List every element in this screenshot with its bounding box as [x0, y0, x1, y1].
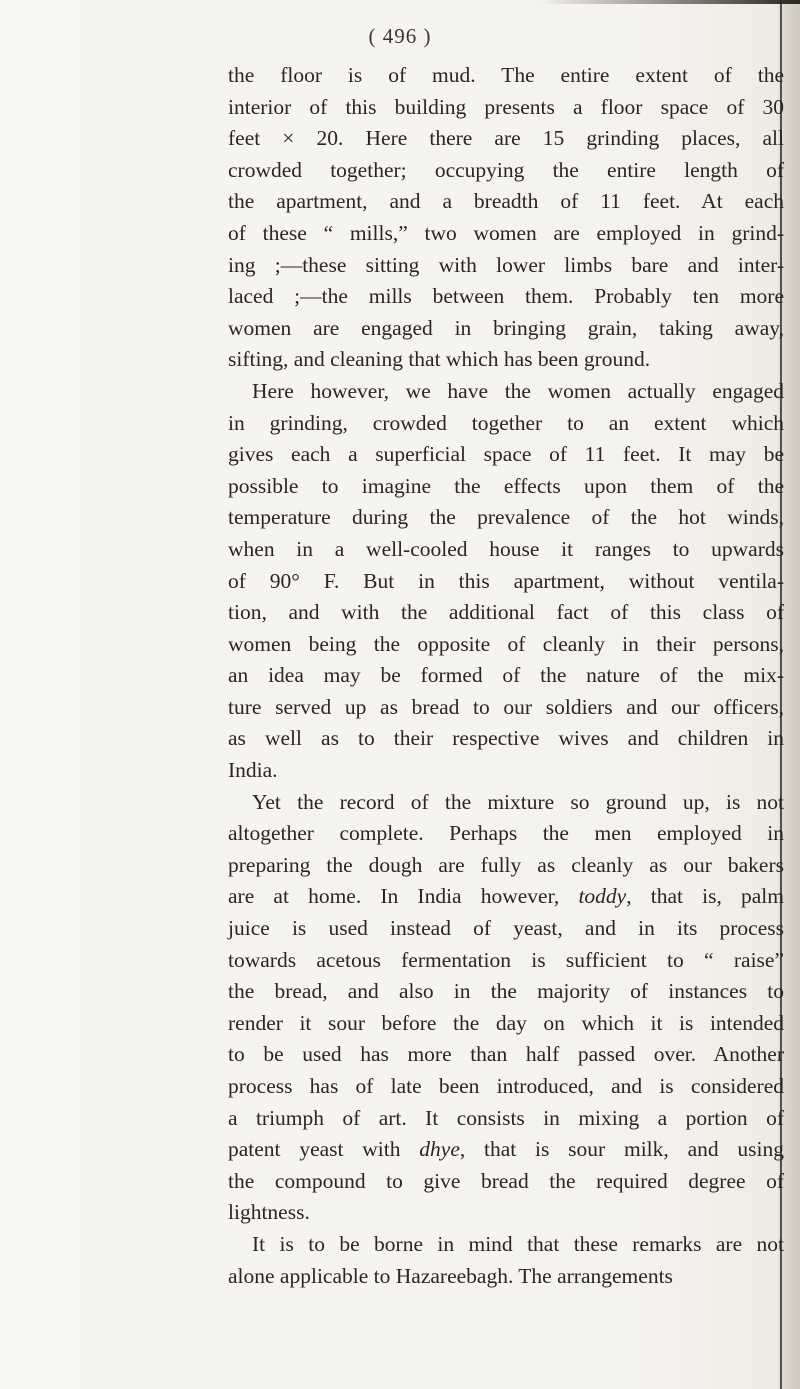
text-line: women being the opposite of cleanly in their persons,	[228, 631, 784, 656]
page-number: ( 496 )	[368, 24, 432, 48]
text-line: towards acetous fermentation is sufficient to “ raise”	[228, 947, 784, 972]
text-line: in grinding, crowded together to an extent which	[228, 410, 784, 435]
text-line: are at home. In India however, toddy, that is, palm	[228, 884, 784, 909]
paragraph	[228, 1229, 784, 1292]
text-line: a triumph of art. It consists in mixing a portion of	[228, 1105, 784, 1130]
text-line: when in a well-cooled house it ranges to upwards	[228, 536, 784, 561]
text-line: render it sour before the day on which it is intended	[228, 1010, 784, 1035]
page-top-shadow	[540, 0, 800, 4]
text-line: patent yeast with dhye, that is sour milk, and using	[228, 1137, 784, 1162]
text-line: interior of this building presents a floor space of 30	[228, 94, 784, 119]
text-line: of these “ mills,” two women are employed in grind-	[228, 220, 784, 245]
text-line: the compound to give bread the required degree of	[228, 1168, 784, 1193]
text-line: lightness.	[228, 1200, 310, 1225]
text-line: to be used has more than half passed over. Another	[228, 1042, 784, 1067]
text-line: juice is used instead of yeast, and in its process	[228, 916, 784, 941]
text-line: feet × 20. Here there are 15 grinding places, all	[228, 126, 784, 151]
text-line: women are engaged in bringing grain, taking away,	[228, 315, 784, 340]
text-line: ture served up as bread to our soldiers and our officers,	[228, 694, 784, 719]
text-line: It is to be borne in mind that these remarks are not	[252, 1231, 784, 1256]
paragraph	[228, 60, 784, 376]
text-line: as well as to their respective wives and children in	[228, 726, 784, 751]
text-line: gives each a superficial space of 11 feet. It may be	[228, 442, 784, 467]
text-line: sifting, and cleaning that which has been ground.	[228, 347, 651, 372]
text-line: ing ;—these sitting with lower limbs bare and inter-	[228, 252, 784, 277]
text-line: alone applicable to Hazareebagh. The arrangements	[228, 1263, 673, 1288]
text-line: temperature during the prevalence of the hot winds,	[228, 505, 784, 530]
text-line: preparing the dough are fully as cleanly as our bakers	[228, 852, 784, 877]
text-line: the floor is of mud. The entire extent of the	[228, 63, 784, 87]
text-line: Yet the record of the mixture so ground up, is not	[252, 789, 784, 814]
paragraph	[228, 787, 784, 1229]
text-line: laced ;—the mills between them. Probably ten more	[228, 284, 784, 309]
text-line: the apartment, and a breadth of 11 feet. At each	[228, 189, 784, 214]
text-line: crowded together; occupying the entire length of	[228, 157, 784, 182]
text-line: tion, and with the additional fact of this class of	[228, 600, 784, 625]
text-line: altogether complete. Perhaps the men employed in	[228, 821, 784, 846]
body-text	[228, 60, 784, 1292]
text-line: the bread, and also in the majority of instances to	[228, 979, 784, 1004]
paragraph	[228, 376, 784, 787]
text-line: India.	[228, 758, 278, 783]
text-line: an idea may be formed of the nature of the mix-	[228, 663, 784, 688]
text-line: process has of late been introduced, and is considered	[228, 1074, 784, 1098]
text-line: Here however, we have the women actually engaged	[252, 378, 784, 403]
text-line: possible to imagine the effects upon them of the	[228, 473, 784, 498]
text-line: of 90° F. But in this apartment, without ventila-	[228, 568, 784, 593]
